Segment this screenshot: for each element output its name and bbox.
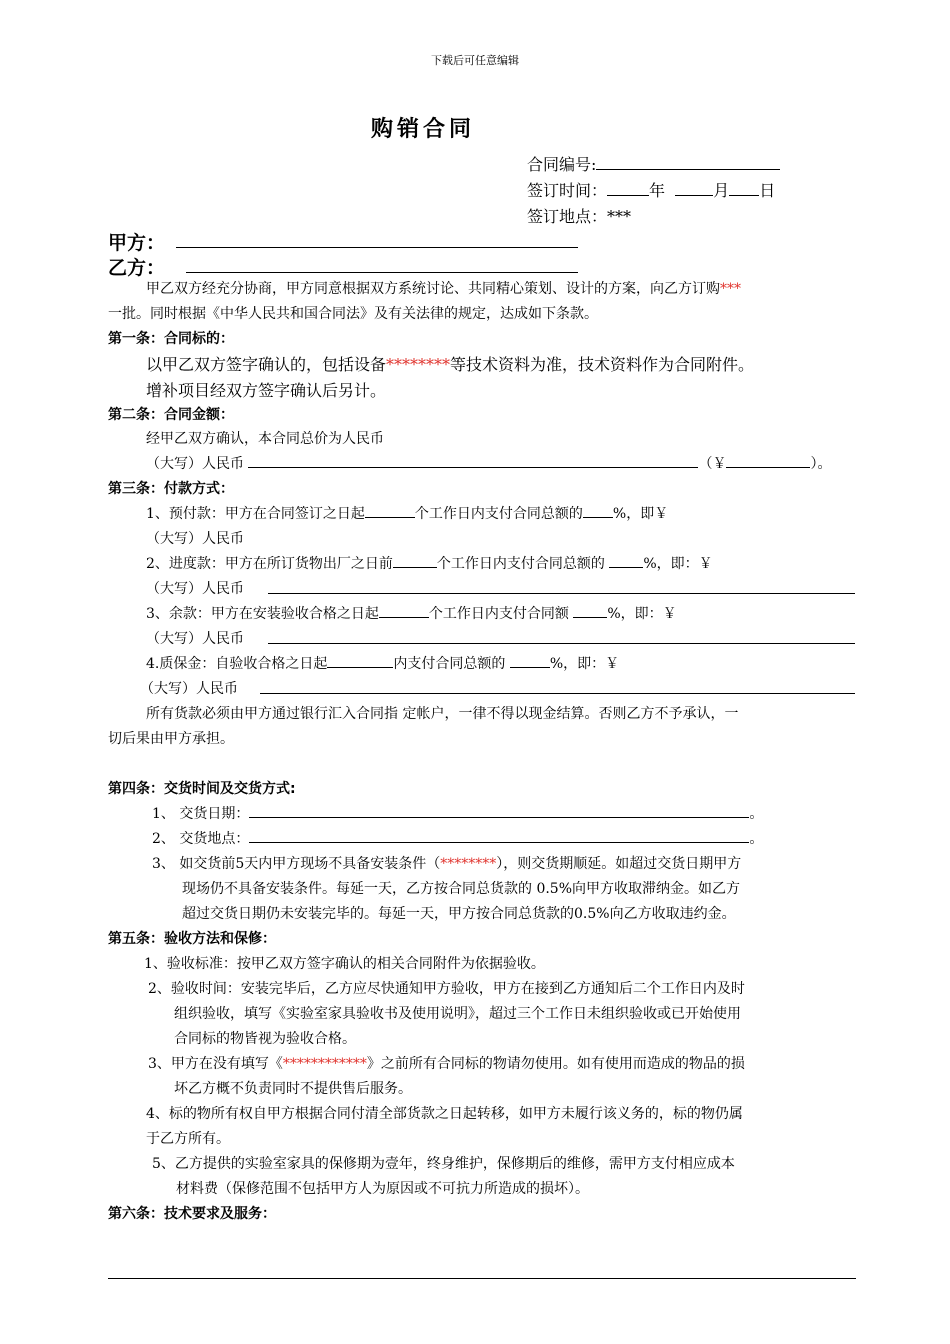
sign-time-row: [527, 178, 775, 201]
deposit-words-blank[interactable]: [260, 693, 855, 694]
usage-text-b: 》之前所有合同标的物请勿使用。如有使用而造成的物品的损: [366, 1056, 745, 1072]
party-b-label: 乙方：: [108, 257, 166, 279]
delivery-condition-line-2: 现场仍不具备安装条件。每延一天，乙方按合同总货款的 0.5%向甲方收取滞纳金。如乙方: [182, 881, 741, 897]
intro-line-1: [146, 278, 741, 298]
intro-line-2: 一批。同时根据《中华人民共和国合同法》及有关法律的规定，达成如下条款。: [108, 306, 598, 322]
ownership-line-2: 于乙方所有。: [146, 1131, 230, 1147]
delivery-condition-text-b: ），则交货期顺延。如超过交货日期甲方: [496, 856, 742, 872]
progress-words-blank[interactable]: [268, 593, 855, 594]
payment-note-line-1: 所有货款必须由甲方通过银行汇入合同指 定帐户，一律不得以现金结算。否则乙方不予承认，一: [146, 706, 739, 722]
warranty-line-1: 5、乙方提供的实验室家具的保修期为壹年，终身维护，保修期后的维修，需甲方支付相应成本: [152, 1156, 735, 1172]
deposit-text-a: 4.质保金：自验收合格之日起: [146, 656, 328, 672]
acceptance-time-line-3: 合同标的物皆视为验收合格。: [174, 1031, 356, 1047]
deposit-words-row: [140, 678, 238, 698]
usage-red-placeholder: ************: [282, 1056, 367, 1072]
usage-before-acceptance-line-1: [148, 1053, 745, 1073]
delivery-place-end: 。: [749, 831, 764, 847]
balance-text-a: 3、余款：甲方在安装验收合格之日起: [146, 606, 379, 622]
amount-words-label: （大写）人民币: [146, 456, 244, 472]
acceptance-time-line-2: 组织验收，填写《实验室家具验收书及使用说明》，超过三个工作日未组织验收或已开始使用: [174, 1006, 741, 1022]
progress-text-c: %，即：￥: [643, 556, 713, 572]
prepayment-text-b: 个工作日内支付合同总额的: [414, 506, 583, 522]
delivery-date-blank[interactable]: [249, 803, 749, 818]
delivery-place-blank[interactable]: [249, 828, 749, 843]
progress-text-b: 个工作日内支付合同总额的: [436, 556, 605, 572]
balance-percent-blank[interactable]: [573, 603, 607, 618]
article-4-heading: 第四条：交货时间及交货方式:: [108, 781, 296, 797]
year-label: 年: [649, 181, 666, 200]
intro-red-placeholder: ***: [720, 281, 741, 297]
progress-days-blank[interactable]: [393, 553, 437, 568]
delivery-condition-red-placeholder: ********: [440, 856, 497, 872]
sign-month-blank[interactable]: [675, 179, 713, 196]
progress-text-a: 2、进度款：甲方在所订货物出厂之日前: [146, 556, 393, 572]
article-1-line-1: [146, 352, 754, 375]
amount-number-blank[interactable]: [726, 453, 810, 468]
contract-number-row: [527, 152, 780, 175]
progress-payment-line: [146, 553, 713, 573]
party-b-blank[interactable]: [186, 272, 578, 273]
prepayment-percent-blank[interactable]: [583, 503, 613, 518]
article-2-heading: 第二条：合同金额：: [108, 407, 234, 423]
acceptance-standard: 1、验收标准：按甲乙双方签字确认的相关合同附件为依据验收。: [144, 956, 545, 972]
day-label: 日: [759, 181, 776, 200]
delivery-date-end: 。: [749, 806, 764, 822]
delivery-date-label: 1、 交货日期：: [152, 806, 250, 822]
article-1-text-b: 等技术资料为准，技术资料作为合同附件。: [450, 355, 755, 374]
acceptance-time-line-1: 2、验收时间：安装完毕后，乙方应尽快通知甲方验收，甲方在接到乙方通知后二个工作日内及时: [148, 981, 745, 997]
progress-words-row: [146, 578, 244, 598]
footer-divider: [108, 1278, 856, 1279]
sign-place-value: ***: [607, 207, 632, 226]
warranty-deposit-line: [146, 653, 619, 673]
party-a-label: 甲方：: [108, 232, 166, 254]
progress-percent-blank[interactable]: [609, 553, 643, 568]
article-1-red-placeholder: ********: [386, 355, 451, 374]
prepayment-days-blank[interactable]: [365, 503, 415, 518]
sign-year-blank[interactable]: [607, 179, 649, 196]
deposit-days-blank[interactable]: [327, 653, 393, 668]
intro-text: 甲乙双方经充分协商，甲方同意根据双方系统讨论、共同精心策划、设计的方案，向乙方订购: [146, 281, 720, 297]
contract-number-label: 合同编号:: [527, 155, 597, 174]
balance-payment-line: [146, 603, 677, 623]
deposit-words-label: （大写）人民币: [140, 681, 238, 697]
sign-day-blank[interactable]: [729, 179, 759, 196]
article-2-line-1: 经甲乙双方确认，本合同总价为人民币: [146, 431, 384, 447]
delivery-condition-text-a: 3、 如交货前5天内甲方现场不具备安装条件（: [152, 856, 441, 872]
prepayment-text-c: %，即￥: [612, 506, 669, 522]
article-6-heading: 第六条：技术要求及服务：: [108, 1206, 276, 1222]
article-5-heading: 第五条：验收方法和保修：: [108, 931, 276, 947]
article-2-line-2: [146, 453, 831, 473]
ownership-line-1: 4、标的物所有权自甲方根据合同付清全部货款之日起转移，如甲方未履行该义务的，标的物仍属: [146, 1106, 743, 1122]
delivery-place-label: 2、 交货地点：: [152, 831, 250, 847]
balance-text-b: 个工作日内支付合同额: [428, 606, 569, 622]
warranty-line-2: 材料费（保修范围不包括甲方人为原因或不可抗力所造成的损坏）。: [176, 1181, 589, 1197]
payment-note-line-2: 切后果由甲方承担。: [108, 731, 234, 747]
amount-words-blank[interactable]: [248, 453, 698, 468]
month-label: 月: [713, 181, 730, 200]
prepayment-text-a: 1、预付款：甲方在合同签订之日起: [146, 506, 365, 522]
deposit-text-b: 内支付合同总额的: [393, 656, 506, 672]
article-3-heading: 第三条：付款方式：: [108, 481, 234, 497]
balance-words-row: [146, 628, 244, 648]
article-1-text-a: 以甲乙双方签字确认的，包括设备: [146, 355, 387, 374]
amount-number-label: （￥: [698, 456, 727, 472]
contract-number-blank[interactable]: [596, 153, 780, 170]
progress-words-label: （大写）人民币: [146, 581, 244, 597]
sign-place-label: 签订地点：: [527, 207, 608, 226]
article-1-line-2: 增补项目经双方签字确认后另计。: [146, 381, 387, 400]
sign-time-label: 签订时间：: [527, 181, 608, 200]
header-note: 下载后可任意编辑: [431, 54, 519, 67]
party-a-blank[interactable]: [176, 247, 578, 248]
balance-words-blank[interactable]: [268, 643, 855, 644]
deposit-text-c: %，即：￥: [549, 656, 620, 672]
balance-words-label: （大写）人民币: [146, 631, 244, 647]
usage-text-a: 3、甲方在没有填写《: [148, 1056, 283, 1072]
balance-days-blank[interactable]: [379, 603, 429, 618]
delivery-date-row: [152, 803, 763, 823]
prepayment-line: [146, 503, 668, 523]
deposit-percent-blank[interactable]: [510, 653, 550, 668]
article-1-heading: 第一条：合同标的：: [108, 331, 234, 347]
prepayment-words-label: （大写）人民币: [146, 531, 244, 547]
amount-close: ）。: [810, 456, 832, 472]
usage-before-acceptance-line-2: 坏乙方概不负责同时不提供售后服务。: [174, 1081, 412, 1097]
sign-place-row: [527, 204, 631, 227]
document-title: 购销合同: [370, 117, 475, 142]
balance-text-c: %，即：￥: [607, 606, 677, 622]
delivery-condition-line-3: 超过交货日期仍未安装完毕的。每延一天，甲方按合同总货款的0.5%向乙方收取违约金。: [182, 906, 736, 922]
delivery-condition-line-1: [152, 853, 741, 873]
delivery-place-row: [152, 828, 763, 848]
